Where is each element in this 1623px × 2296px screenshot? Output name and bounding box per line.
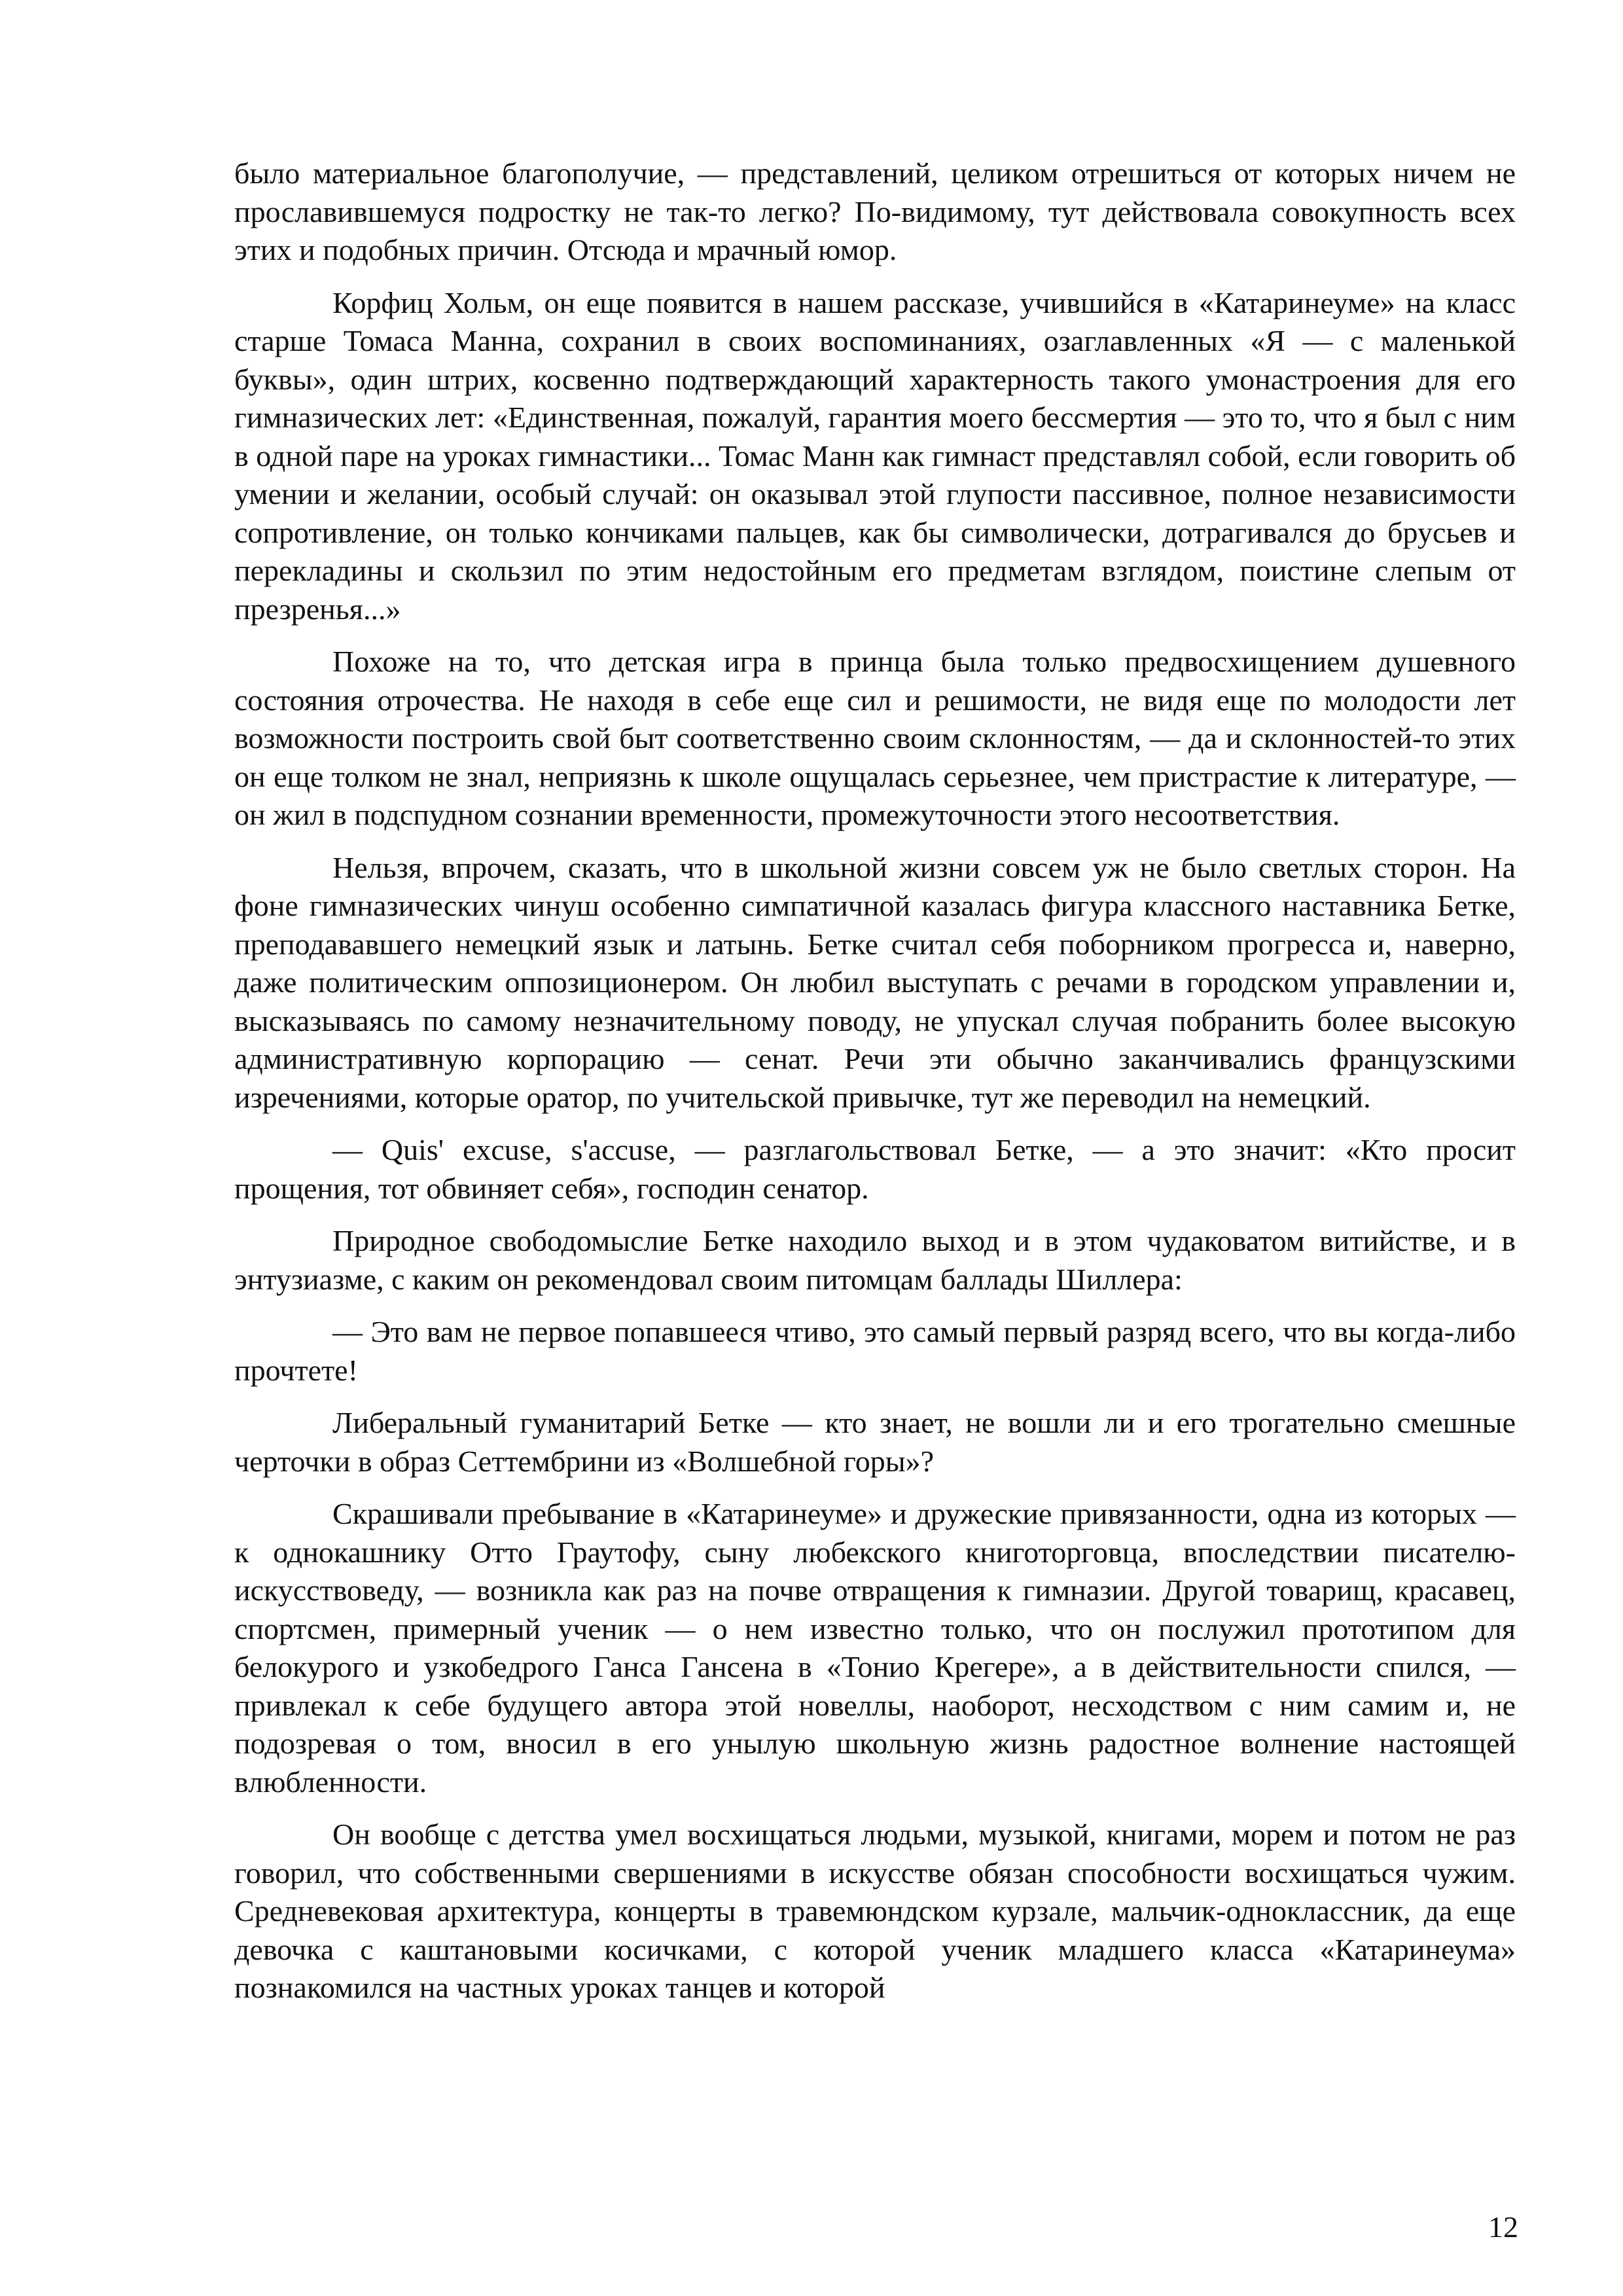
paragraph-7: — Это вам не первое попавшееся чтиво, это самый первый разряд всего, что вы когда-либо прочтете!: [234, 1315, 1516, 1387]
paragraph-1: было материальное благополучие, — представлений, целиком отрешиться от которых ничем не прославившемуся подростку не так-то легко? По-видимому, тут действовала совокупность всех этих и подобных причин. Отсюда и мрачный юмор.: [234, 156, 1516, 266]
paragraph-8: Либеральный гуманитарий Бетке — кто знает, не вошли ли и его трогательно смешные черточки в образ Сеттембрини из «Волшебной горы»?: [234, 1406, 1516, 1478]
page-number: 12: [1488, 2210, 1518, 2244]
paragraph-5: — Quis' excuse, s'accuse, — разглагольствовал Бетке, — а это значит: «Кто просит прощения, тот обвиняет себя», господин сенатор.: [234, 1133, 1516, 1205]
paragraph-9: Скрашивали пребывание в «Катаринеуме» и дружеские привязанности, одна из которых — к однокашнику Отто Граутофу, сыну любекского книготорговца, впоследствии писателю-искусствоведу, — возникла как раз на почве отвращения к гимназии. Другой товарищ, красавец, спортсмен, примерный ученик — о нем известно только, что он послужил прототипом для белокурого и узкобедрого Ганса Гансена в «Тонио Крегере», а в действительности спился, — привлекал к себе будущего автора этой новеллы, наоборот, несходством с ним самим и, не подозревая о том, вносил в его унылую школьную жизнь радостное волнение настоящей влюбленности.: [234, 1497, 1516, 1799]
paragraph-10: Он вообще с детства умел восхищаться людьми, музыкой, книгами, морем и потом не раз говорил, что собственными свершениями в искусстве обязан способности восхищаться чужим. Средневековая архитектура, концерты в травемюндском курзале, мальчик-одноклассник, да еще девочка с каштановыми косичками, с которой ученик младшего класса «Катаринеума» познакомился на частных уроках танцев и которой: [234, 1818, 1516, 2004]
paragraph-3: Похоже на то, что детская игра в принца была только предвосхищением душевного состояния отрочества. Не находя в себе еще сил и решимости, не видя еще по молодости лет возможности построить свой быт соответственно своим склонностям, — да и склонностей-то этих он еще толком не знал, неприязнь к школе ощущалась серьезнее, чем пристрастие к литературе, — он жил в подспудном сознании временности, промежуточности этого несоответствия.: [234, 645, 1516, 831]
paragraph-2: Корфиц Хольм, он еще появится в нашем рассказе, учившийся в «Катаринеуме» на класс старше Томаса Манна, сохранил в своих воспоминаниях, озаглавленных «Я — с маленькой буквы», один штрих, косвенно подтверждающий характерность такого умонастроения для его гимназических лет: «Единственная, пожалуй, гарантия моего бессмертия — это то, что я был с ним в одной паре на уроках гимнастики... Томас Манн как гимнаст представлял собой, если говорить об умении и желании, особый случай: он оказывал этой глупости пассивное, полное независимости сопротивление, он только кончиками пальцев, как бы символически, дотрагивался до брусьев и перекладины и скользил по этим недостойным его предметам взглядом, поистине слепым от презренья...»: [234, 285, 1516, 626]
paragraph-4: Нельзя, впрочем, сказать, что в школьной жизни совсем уж не было светлых сторон. На фоне гимназических чинуш особенно симпатичной казалась фигура классного наставника Бетке, преподававшего немецкий язык и латынь. Бетке считал себя поборником прогресса и, наверно, даже политическим оппозиционером. Он любил выступать с речами в городском управлении и, высказываясь по самому незначительному поводу, не упускал случая побранить более высокую административную корпорацию — сенат. Речи эти обычно заканчивались французскими изречениями, которые оратор, по учительской привычке, тут же переводил на немецкий.: [234, 850, 1516, 1114]
body-text: [234, 154, 1516, 2022]
paragraph-6: Природное свободомыслие Бетке находило выход и в этом чудаковатом витийстве, и в энтузиазме, с каким он рекомендовал своим питомцам баллады Шиллера:: [234, 1224, 1516, 1296]
